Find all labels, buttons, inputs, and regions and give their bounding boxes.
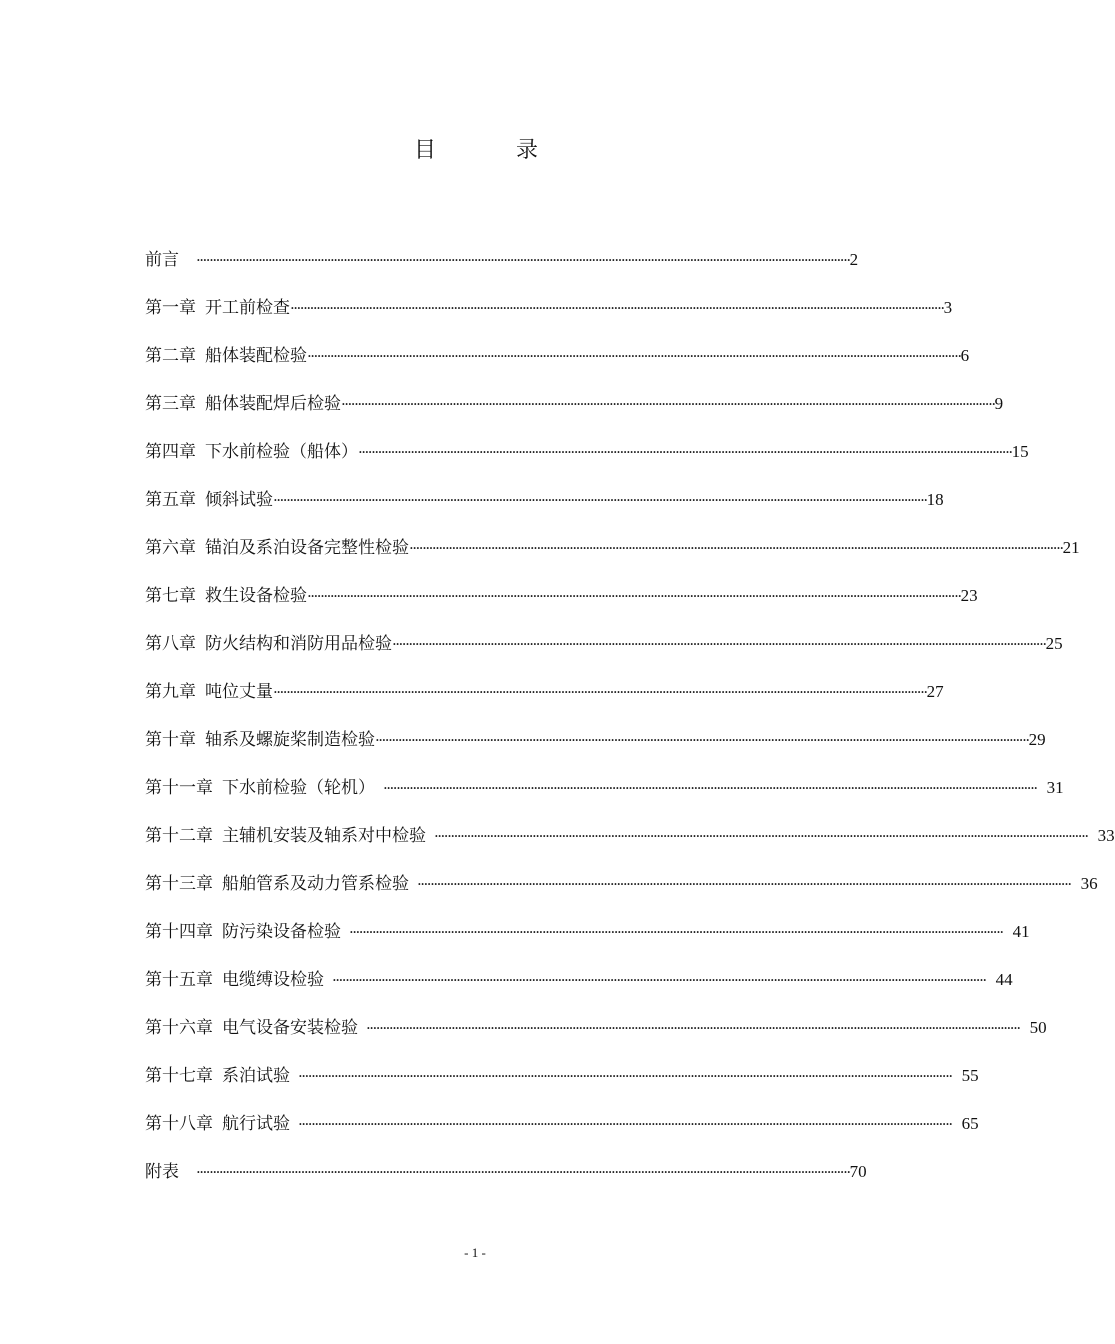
toc-entry-label [145,486,273,514]
toc-entry-chapter: 第十章 [145,730,196,750]
toc-entry-title: 开工前检查 [205,298,290,318]
toc-entry-chapter-5[interactable] [145,476,944,524]
toc-entry-title: 防污染设备检验 [222,922,341,942]
toc-entry-label [145,966,324,994]
toc-leader-dots: ········································································································································································································ [392,635,1046,653]
toc-leader-dots: ········································································································································································································ [383,779,1037,797]
toc-entry-chapter: 第十六章 [145,1018,213,1038]
toc-entry-label [145,294,290,322]
toc-entry-chapter-4[interactable] [145,428,1029,476]
toc-entry-label [145,438,358,466]
toc-entry-label [145,870,409,898]
toc-entry-page: 44 [995,970,1013,989]
toc-entry-label [145,822,426,850]
toc-entry-page: 3 [943,298,953,317]
toc-title [0,136,950,166]
toc-entry-chapter-16[interactable] [145,1004,1047,1052]
toc-leader-dots: ········································································································································································································ [434,827,1088,845]
toc-entry-title: 主辅机安装及轴系对中检验 [222,826,426,846]
toc-entry-page: 6 [960,346,970,365]
toc-entry-title: 锚泊及系泊设备完整性检验 [205,538,409,558]
toc-leader-dots: ········································································································································································································ [196,251,850,269]
page-number-footer: - 1 - [464,1245,486,1260]
toc-entry-title: 轴系及螺旋桨制造检验 [205,730,375,750]
toc-entry-chapter: 第九章 [145,682,196,702]
toc-entry-chapter: 第十七章 [145,1066,213,1086]
toc-leader-dots: ········································································································································································································ [290,299,944,317]
toc-entry-label [145,534,409,562]
toc-entry-chapter: 第二章 [145,346,196,366]
toc-entry-page: 29 [1028,730,1046,749]
toc-entry-chapter: 第七章 [145,586,196,606]
toc-leader-dots: ········································································································································································································ [196,1163,850,1181]
toc-entry-page: 25 [1045,634,1063,653]
toc-entry-chapter: 第四章 [145,442,196,462]
toc-entry-chapter: 第三章 [145,394,196,414]
toc-entry-page: 31 [1046,778,1064,797]
toc-entry-label [145,630,392,658]
toc-entry-chapter: 前言 [145,250,179,270]
toc-entry-label [145,1110,290,1138]
toc-leader-dots: ········································································································································································································ [375,731,1029,749]
toc-entry-label [145,918,341,946]
toc-leader-dots: ········································································································································································································ [298,1115,952,1133]
toc-entry-chapter-10[interactable] [145,716,1046,764]
toc-entry-chapter: 第八章 [145,634,196,654]
toc-entry-page: 36 [1080,874,1098,893]
toc-entry-page: 2 [849,250,859,269]
toc-entry-chapter-13[interactable] [145,860,1098,908]
toc-entry-label [145,390,341,418]
toc-entry-label [145,678,273,706]
toc-leader-dots: ········································································································································································································ [341,395,995,413]
toc-entry-chapter: 附表 [145,1162,179,1182]
toc-entry-label [145,726,375,754]
toc-entry-chapter: 第十一章 [145,778,213,798]
table-of-contents [145,236,1115,1196]
toc-entry-page: 18 [926,490,944,509]
toc-entry-title: 下水前检验（船体） [205,442,358,462]
toc-entry-label [145,342,307,370]
toc-entry-chapter-18[interactable] [145,1100,979,1148]
toc-leader-dots: ········································································································································································································ [298,1067,952,1085]
toc-entry-title: 下水前检验（轮机） [222,778,375,798]
toc-entry-page: 65 [961,1114,979,1133]
toc-title-char-1: 目 [414,138,437,163]
toc-entry-chapter-8[interactable] [145,620,1063,668]
toc-entry-title: 系泊试验 [222,1066,290,1086]
toc-entry-chapter: 第十二章 [145,826,213,846]
toc-entry-chapter-7[interactable] [145,572,978,620]
toc-entry-page: 23 [960,586,978,605]
toc-leader-dots: ········································································································································································································ [366,1019,1020,1037]
toc-entry-chapter: 第六章 [145,538,196,558]
toc-leader-dots: ········································································································································································································ [273,491,927,509]
toc-entry-chapter: 第十四章 [145,922,213,942]
toc-entry-title: 船舶管系及动力管系检验 [222,874,409,894]
toc-entry-page: 33 [1097,826,1115,845]
toc-entry-title: 船体装配检验 [205,346,307,366]
toc-entry-page: 70 [849,1162,867,1181]
toc-entry-chapter-12[interactable] [145,812,1115,860]
toc-entry-chapter: 第五章 [145,490,196,510]
toc-entry-chapter: 第十三章 [145,874,213,894]
toc-leader-dots: ········································································································································································································ [417,875,1071,893]
toc-entry-chapter: 第一章 [145,298,196,318]
toc-entry-page: 21 [1062,538,1080,557]
toc-leader-dots: ········································································································································································································ [349,923,1003,941]
toc-entry-title: 航行试验 [222,1114,290,1134]
toc-leader-dots: ········································································································································································································ [307,347,961,365]
toc-entry-title: 吨位丈量 [205,682,273,702]
toc-title-char-2: 录 [516,138,539,163]
toc-entry-label [145,246,188,274]
toc-entry-label [145,582,307,610]
toc-leader-dots: ········································································································································································································ [332,971,986,989]
toc-entry-label [145,774,375,802]
toc-leader-dots: ········································································································································································································ [358,443,1012,461]
toc-leader-dots: ········································································································································································································ [409,539,1063,557]
toc-entry-label [145,1014,358,1042]
toc-entry-chapter-14[interactable] [145,908,1030,956]
toc-entry-chapter: 第十八章 [145,1114,213,1134]
toc-entry-title: 电气设备安装检验 [222,1018,358,1038]
toc-entry-chapter-11[interactable] [145,764,1064,812]
toc-entry-chapter-9[interactable] [145,668,944,716]
toc-entry-label [145,1062,290,1090]
toc-entry-page: 9 [994,394,1004,413]
toc-entry-title: 船体装配焊后检验 [205,394,341,414]
toc-entry-chapter-17[interactable] [145,1052,979,1100]
toc-entry-appendix[interactable] [145,1148,867,1196]
toc-entry-label [145,1158,188,1186]
toc-entry-page: 15 [1011,442,1029,461]
toc-entry-page: 27 [926,682,944,701]
toc-entry-preface[interactable] [145,236,859,284]
toc-entry-page: 41 [1012,922,1030,941]
toc-entry-chapter-3[interactable] [145,380,1004,428]
toc-entry-chapter-6[interactable] [145,524,1080,572]
toc-entry-page: 55 [961,1066,979,1085]
toc-entry-chapter-2[interactable] [145,332,970,380]
toc-leader-dots: ········································································································································································································ [273,683,927,701]
toc-entry-title: 电缆缚设检验 [222,970,324,990]
toc-entry-page: 50 [1029,1018,1047,1037]
toc-entry-title: 防火结构和消防用品检验 [205,634,392,654]
toc-entry-chapter: 第十五章 [145,970,213,990]
toc-entry-title: 救生设备检验 [205,586,307,606]
toc-leader-dots: ········································································································································································································ [307,587,961,605]
toc-entry-chapter-1[interactable] [145,284,953,332]
toc-entry-chapter-15[interactable] [145,956,1013,1004]
toc-entry-title: 倾斜试验 [205,490,273,510]
